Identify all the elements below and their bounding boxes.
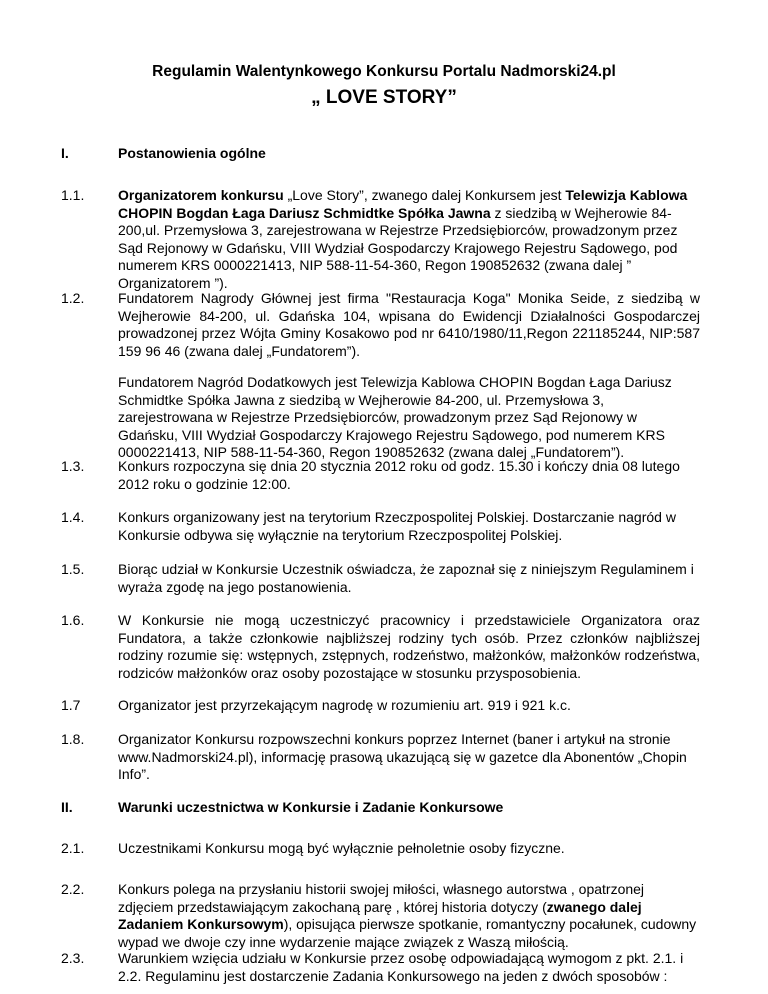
paragraph-number: 1.8. [61, 731, 85, 747]
paragraph-number: 1.4. [61, 509, 85, 525]
section-number: II. [61, 799, 73, 815]
section-heading: Postanowienia ogólne [118, 145, 266, 161]
paragraph-1-5: Biorąc udział w Konkursie Uczestnik oświadcza, że zapoznał się z niniejszym Regulaminem i wyraża zgodę na jego postanowienia. [118, 561, 694, 595]
paragraph-1-7: Organizator jest przyrzekającym nagrodę w rozumieniu art. 919 i 921 k.c. [118, 697, 571, 713]
document-title: Regulamin Walentynkowego Konkursu Portalu Nadmorski24.pl [152, 63, 616, 80]
paragraph-2-2 [118, 881, 700, 951]
paragraph-number: 2.3. [61, 950, 85, 966]
paragraph-1-3: Konkurs rozpoczyna się dnia 20 stycznia 2012 roku od godz. 15.30 i kończy dnia 08 lutego 2012 roku o godzinie 12:00. [118, 458, 680, 492]
paragraph-number: 1.5. [61, 561, 85, 577]
paragraph-number: 2.2. [61, 881, 85, 897]
paragraph-1-6: W Konkursie nie mogą uczestniczyć pracownicy i przedstawiciele Organizatora oraz Fundatora, a także członkowie najbliższej rodziny tych osób. Przez członków najbliższej rodziny rozumie się: wstępnych, zstępnych, rodzeństwo, małżonków, małżonków rodzeństwa, rodziców małżonków oraz osoby pozostające w stosunku przysposobienia. [118, 612, 700, 681]
section-number: I. [61, 145, 69, 161]
paragraph-1-8: Organizator Konkursu rozpowszechni konkurs poprzez Internet (baner i artykuł na stronie www.Nadmorski24.pl), informację prasową ukazującą się w gazetce dla Abonentów „Chopin Info”. [118, 731, 687, 782]
text-run: „Love Story”, zwanego dalej Konkursem jest [283, 187, 566, 203]
bold-phrase: Telewizja Kablowa CHOPIN Bogdan Łaga Dariusz Schmidtke Spółka Jawna [118, 187, 688, 221]
paragraph-number: 1.2. [61, 290, 85, 306]
paragraph-1-4: Konkurs organizowany jest na terytorium Rzeczpospolitej Polskiej. Dostarczanie nagród w Konkursie odbywa się wyłącznie na terytorium Rzeczpospolitej Polskiej. [118, 509, 676, 543]
bold-phrase: zwanego dalej Zadaniem Konkursowym [118, 898, 642, 932]
paragraph-number: 2.1. [61, 840, 85, 856]
paragraph-1-1 [118, 187, 700, 292]
paragraph-number: 1.7 [61, 697, 81, 713]
document-subtitle: „ LOVE STORY” [311, 87, 457, 108]
bold-phrase: Organizatorem konkursu [118, 187, 284, 203]
text-run: ), opisująca pierwsze spotkanie, romantyczny pocałunek, cudowny wypad we dwoje czy inne wydarzenie mające związek z Waszą miłością. [118, 916, 697, 950]
text-run: Konkurs polega na przysłaniu historii swojej miłości, własnego autorstwa , opatrzonej zdjęciem przedstawiającym zakochaną parę , której historia dotyczy ( [118, 881, 645, 915]
paragraph-number: 1.1. [61, 187, 85, 203]
paragraph-number: 1.3. [61, 458, 85, 474]
section-heading: Warunki uczestnictwa w Konkursie i Zadanie Konkursowe [118, 799, 504, 815]
paragraph-2-1: Uczestnikami Konkursu mogą być wyłącznie pełnoletnie osoby fizyczne. [118, 840, 565, 856]
paragraph-2-3: Warunkiem wzięcia udziału w Konkursie przez osobę odpowiadającą wymogom z pkt. 2.1. i 2.2. Regulaminu jest dostarczenie Zadania Konkursowego na jeden z dwóch sposobów : [118, 950, 684, 984]
paragraph-number: 1.6. [61, 612, 85, 628]
text-run: z siedzibą w Wejherowie 84-200,ul. Przemysłowa 3, zarejestrowana w Rejestrze Przedsiębiorców, prowadzonym przez Sąd Rejonowy w Gdańsku, VIII Wydział Gospodarczy Krajowego Rejestru Sądowego, pod numerem KRS 0000221413, NIP 588-11-54-360, Regon 190852632 (zwana dalej ” Organizatorem ”). [118, 204, 678, 291]
paragraph-1-2: Fundatorem Nagrody Głównej jest firma "Restauracja Koga" Monika Seide, z siedzibą w Wejherowie 84-200, ul. Gdańska 104, wpisana do Ewidencji Działalności Gospodarczej prowadzonej przez Wójta Gminy Kosakowo pod nr 6410/1980/11,Regon 221185244, NIP:587 159 96 46 (zwana dalej „Fundatorem”). [118, 290, 700, 359]
paragraph-1-2-continued: Fundatorem Nagród Dodatkowych jest Telewizja Kablowa CHOPIN Bogdan Łaga Dariusz Schmidtke Spółka Jawna z siedzibą w Wejherowie 84-200, ul. Przemysłowa 3, zarejestrowana w Rejestrze Przedsiębiorców, prowadzonym przez Sąd Rejonowy w Gdańsku, VIII Wydział Gospodarczy Krajowego Rejestru Sądowego, pod numerem KRS 0000221413, NIP 588-11-54-360, Regon 190852632 (zwana dalej „Fundatorem”). [118, 374, 672, 460]
